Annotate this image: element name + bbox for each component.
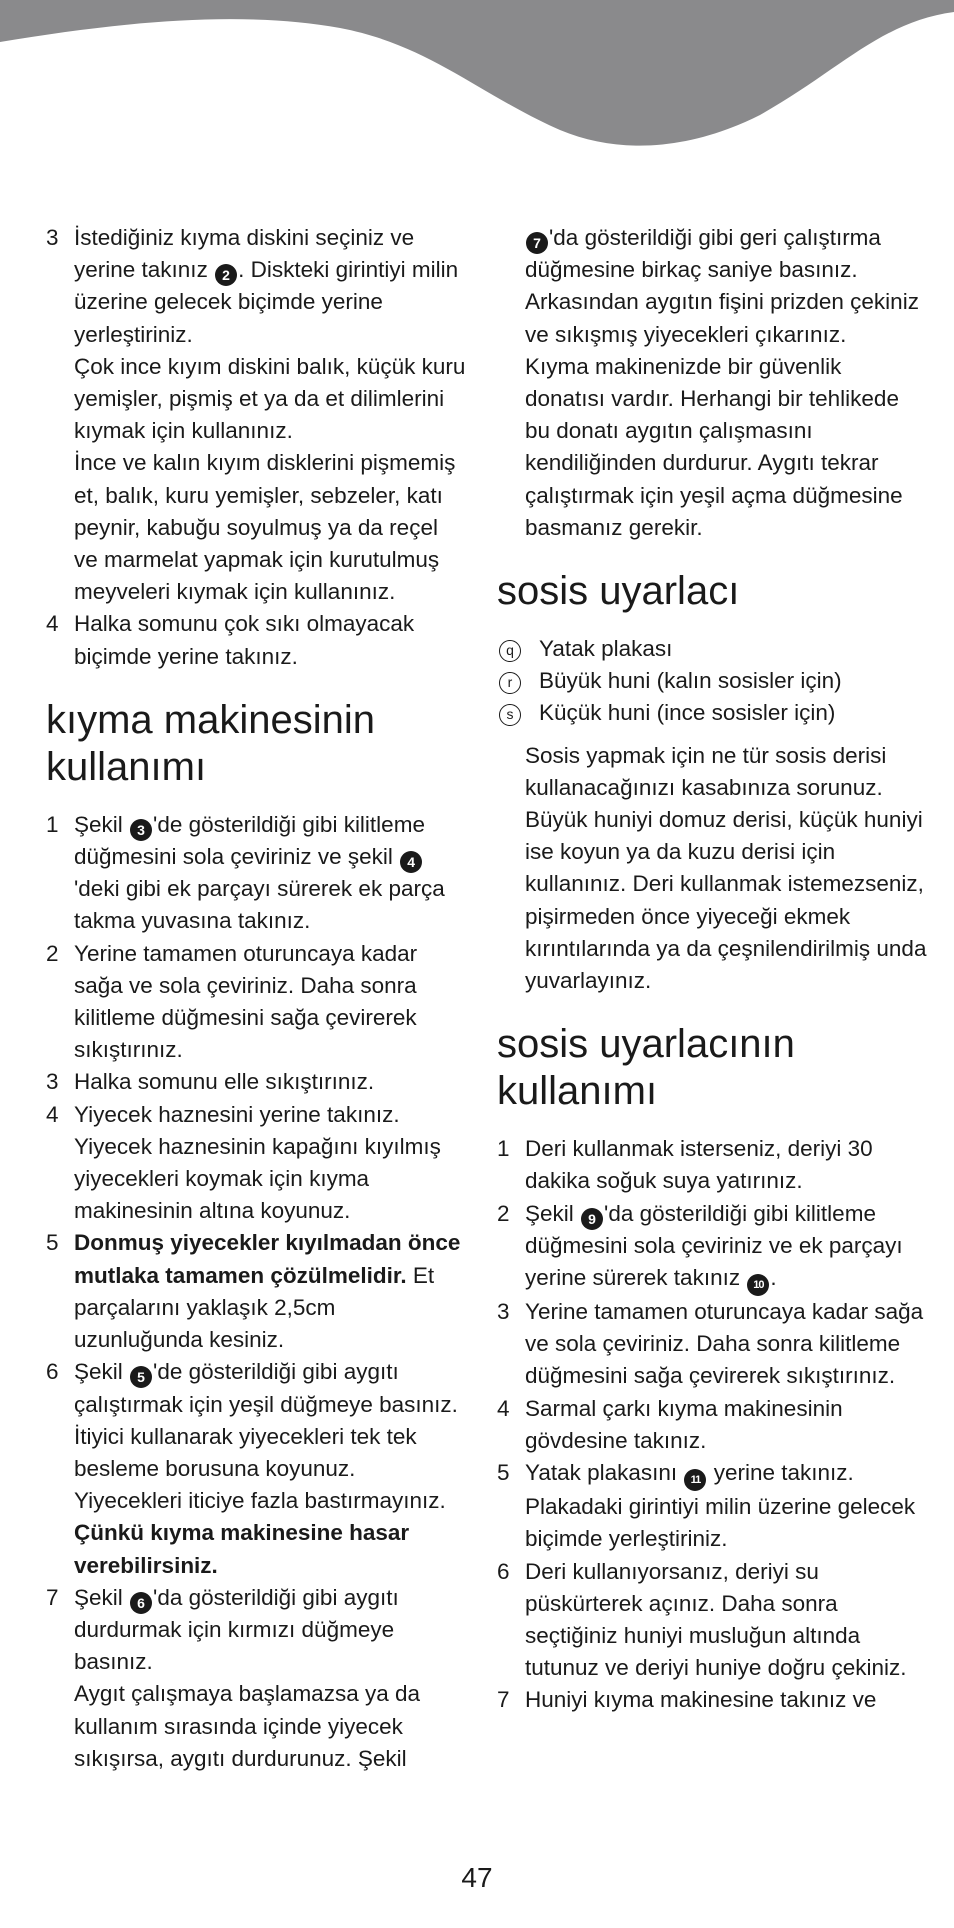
list-text: [525, 1393, 927, 1457]
continued-text: [497, 222, 927, 544]
list-2: [46, 809, 466, 1775]
list-item: [46, 809, 466, 938]
list-paragraph: [74, 809, 466, 938]
continued-paragraph: [497, 222, 927, 351]
list-subparagraph: Aygıt çalışmaya başlamazsa ya da kullanım sırasında içinde yiyecek sıkışırsa, aygıtı durdurunuz. Şekil: [74, 1681, 421, 1771]
sosis-paragraph: Sosis yapmak için ne tür sosis derisi kullanacağınızı kasabınıza sorunuz. Büyük huniyi domuz derisi, küçük huniyi ise koyun ya da kuzu derisi için kullanınız. Deri kullanmak istemezseniz, pişirmeden önce yiyeceği ekmek kırıntılarında ya da çeşnilendirilmiş unda yuvarlayınız.: [525, 742, 927, 994]
parts-list: [497, 633, 927, 730]
list-text: [74, 1356, 466, 1581]
list-item: [497, 1556, 927, 1685]
list-text: [525, 1457, 927, 1555]
list-paragraph: [525, 1457, 927, 1555]
list-item: [497, 1296, 927, 1393]
part-item: [497, 697, 927, 729]
list-text: [74, 938, 466, 1067]
bold-text: Çünkü kıyma makinesine hasar verebilirsiniz.: [74, 1520, 410, 1578]
list-paragraph: [74, 1066, 466, 1098]
list-number: 5: [46, 1230, 59, 1256]
list-item: [46, 1066, 466, 1098]
list-item: [46, 1356, 466, 1581]
part-label: Küçük huni (ince sosisler için): [539, 700, 836, 726]
list-subparagraph: Çok ince kıyım diskini balık, küçük kuru yemişler, pişmiş et ya da et dilimlerini kıymak için kullanınız.: [74, 353, 466, 444]
list-number: 2: [46, 940, 59, 966]
list-text: [525, 1556, 927, 1685]
list-item: [497, 1198, 927, 1296]
list-item: [46, 222, 466, 608]
text-segment: Yatak plakasını: [525, 1460, 684, 1486]
list-item: [497, 1457, 927, 1555]
list-number: 6: [497, 1558, 510, 1584]
list-item: [46, 938, 466, 1067]
text-segment: Yerine tamamen oturuncaya kadar sağa ve sola çeviriniz. Daha sonra kilitleme düğmesini sağa çevirerek sıkıştırınız.: [525, 1299, 924, 1389]
text-segment: .: [770, 1265, 777, 1291]
list-text: [74, 1066, 466, 1098]
list-text: [74, 222, 466, 608]
text-segment: Halka somunu çok sıkı olmayacak biçimde yerine takınız.: [74, 611, 415, 669]
figure-ref-icon: 7: [526, 232, 548, 254]
text-segment: Halka somunu elle sıkıştırınız.: [74, 1069, 375, 1095]
list-paragraph: [74, 1582, 466, 1679]
list-item: [46, 1227, 466, 1356]
list-number: 2: [497, 1200, 510, 1226]
list-item: [497, 1133, 927, 1197]
text-segment: 'da gösterildiği gibi geri çalıştırma düğmesine birkaç saniye basınız. Arkasından aygıtın fişini prizden çekiniz ve sıkışmış yiyecekleri çıkarınız.: [525, 225, 919, 347]
heading-sosis-kullanimi: sosis uyarlacının kullanımı: [497, 1022, 795, 1114]
text-segment: Deri kullanıyorsanız, deriyi su püskürterek açınız. Daha sonra seçtiğiniz huniyi musluğun altında tutunuz ve deriyi huniye doğru çekiniz.: [525, 1558, 907, 1681]
figure-ref-icon: 11: [684, 1469, 706, 1491]
figure-ref-icon: 10: [747, 1274, 769, 1296]
part-label: Büyük huni (kalın sosisler için): [539, 668, 842, 694]
list-number: 7: [497, 1687, 510, 1713]
list-paragraph: [74, 1099, 466, 1228]
list-number: 3: [497, 1299, 510, 1325]
list-number: 4: [46, 611, 59, 637]
list-text: [525, 1198, 927, 1296]
list-number: 6: [46, 1359, 59, 1385]
list-item: [46, 608, 466, 672]
figure-ref-icon: 2: [215, 264, 237, 286]
left-column: [46, 222, 466, 1775]
text-segment: 'deki gibi ek parçayı sürerek ek parça takma yuvasına takınız.: [74, 876, 445, 934]
text-segment: 'da gösterildiği gibi aygıtı durdurmak için kırmızı düğmeye basınız.: [74, 1584, 399, 1675]
list-item: [46, 1582, 466, 1775]
figure-ref-icon: 6: [130, 1592, 152, 1614]
list-paragraph: [74, 608, 466, 672]
list-paragraph: [74, 1227, 466, 1356]
text-segment: 'de gösterildiği gibi aygıtı çalıştırmak için yeşil düğmeye basınız. İtiyici kullanarak yiyecekleri tek tek besleme borusuna koyunuz. Yiyecekleri iticiye fazla bastırmayınız.: [74, 1359, 458, 1514]
text-segment: 'de gösterildiği gibi kilitleme düğmesini sola çeviriniz ve şekil: [74, 811, 425, 870]
text-segment: 'da gösterildiği gibi kilitleme düğmesini sola çeviriniz ve ek parçayı yerine sürerek takınız: [525, 1200, 903, 1291]
text-segment: Sarmal çarkı kıyma makinesinin gövdesine takınız.: [525, 1395, 843, 1453]
list-subparagraph: İnce ve kalın kıyım disklerini pişmemiş et, balık, kuru yemişler, sebzeler, katı peynir, kabuğu soyulmuş ya da reçel ve marmelat yapmak için kurutulmuş meyveleri kıymak için kullanınız.: [74, 450, 456, 605]
text-segment: Yerine tamamen oturuncaya kadar sağa ve sola çeviriniz. Daha sonra kilitleme düğmesini sağa çevirerek sıkıştırınız.: [74, 940, 418, 1063]
list-text: [74, 608, 466, 672]
continued-paragraph: [497, 351, 927, 544]
list-text: [74, 809, 466, 938]
text-segment: Et parçalarını yaklaşık 2,5cm uzunluğunda kesiniz.: [74, 1262, 435, 1353]
part-letter-icon: q: [499, 640, 521, 662]
list-number: 4: [497, 1395, 510, 1421]
list-text: [525, 1684, 927, 1716]
text-segment: Deri kullanmak isterseniz, deriyi 30 dakika soğuk suya yatırınız.: [525, 1136, 873, 1194]
page-number: 47: [461, 1862, 493, 1893]
list-paragraph: [525, 1198, 927, 1296]
figure-ref-icon: 9: [581, 1208, 603, 1230]
text-segment: Şekil: [74, 1584, 130, 1610]
part-item: [497, 633, 927, 665]
list-paragraph: [525, 1556, 927, 1685]
list-number: 1: [497, 1136, 510, 1162]
text-segment: Yiyecek haznesini yerine takınız. Yiyecek haznesinin kapağını kıyılmış yiyecekleri koymak için kıyma makinesinin altına koyunuz.: [74, 1101, 441, 1224]
right-column: [497, 222, 927, 1717]
list-paragraph: [525, 1684, 927, 1716]
list-item: [497, 1684, 927, 1716]
list-1: [46, 222, 466, 673]
part-letter-icon: r: [499, 672, 521, 694]
list-item: [46, 1099, 466, 1228]
list-number: 5: [497, 1460, 510, 1486]
text-segment: Huniyi kıyma makinesine takınız ve: [525, 1687, 877, 1713]
text-segment: . Diskteki girintiyi milin üzerine gelecek biçimde yerine yerleştiriniz.: [74, 257, 459, 347]
list-number: 3: [46, 225, 59, 250]
list-text: [525, 1296, 927, 1393]
list-number: 1: [46, 811, 59, 837]
list-paragraph: [525, 1296, 927, 1393]
list-paragraph: [525, 1393, 927, 1457]
figure-ref-icon: 5: [130, 1366, 152, 1388]
list-text: [74, 1582, 466, 1775]
list-number: 7: [46, 1584, 59, 1610]
part-label: Yatak plakası: [539, 636, 673, 662]
text-segment: Şekil: [525, 1200, 581, 1226]
list-number: 3: [46, 1069, 59, 1095]
list-text: [525, 1133, 927, 1197]
list-text: [74, 1099, 466, 1228]
heading-sosis-uyarlaci: sosis uyarlacı: [497, 569, 740, 614]
text-segment: Şekil: [74, 1359, 130, 1385]
figure-ref-icon: 4: [400, 851, 422, 873]
list-text: [74, 1227, 466, 1356]
list-paragraph: [74, 1356, 466, 1581]
list-paragraph: [525, 1133, 927, 1197]
figure-ref-icon: 3: [130, 819, 152, 841]
list-paragraph: [74, 938, 466, 1067]
text-segment: İstediğiniz kıyma diskini seçiniz ve yerine takınız: [74, 225, 415, 283]
heading-kiyma-kullanimi: kıyma makinesinin kullanımı: [46, 697, 376, 789]
bold-text: Donmuş yiyecekler kıyılmadan önce mutlaka tamamen çözülmelidir.: [74, 1230, 461, 1288]
text-segment: Şekil: [74, 811, 130, 837]
part-item: [497, 665, 927, 697]
text-segment: yerine takınız. Plakadaki girintiyi milin üzerine gelecek biçimde yerleştiriniz.: [525, 1460, 916, 1552]
text-segment: Kıyma makinenizde bir güvenlik donatısı vardır. Herhangi bir tehlikede bu donatı aygıtın çalışmasını kendiliğinden durdurur. Aygıtı tekrar çalıştırmak için yeşil açma düğmesine basmanız gerekir.: [525, 353, 903, 540]
list-item: [497, 1393, 927, 1457]
part-letter-icon: s: [499, 704, 521, 726]
list-3: [497, 1133, 927, 1716]
header-wave: [0, 0, 954, 160]
list-number: 4: [46, 1101, 59, 1127]
list-paragraph: [74, 222, 466, 351]
